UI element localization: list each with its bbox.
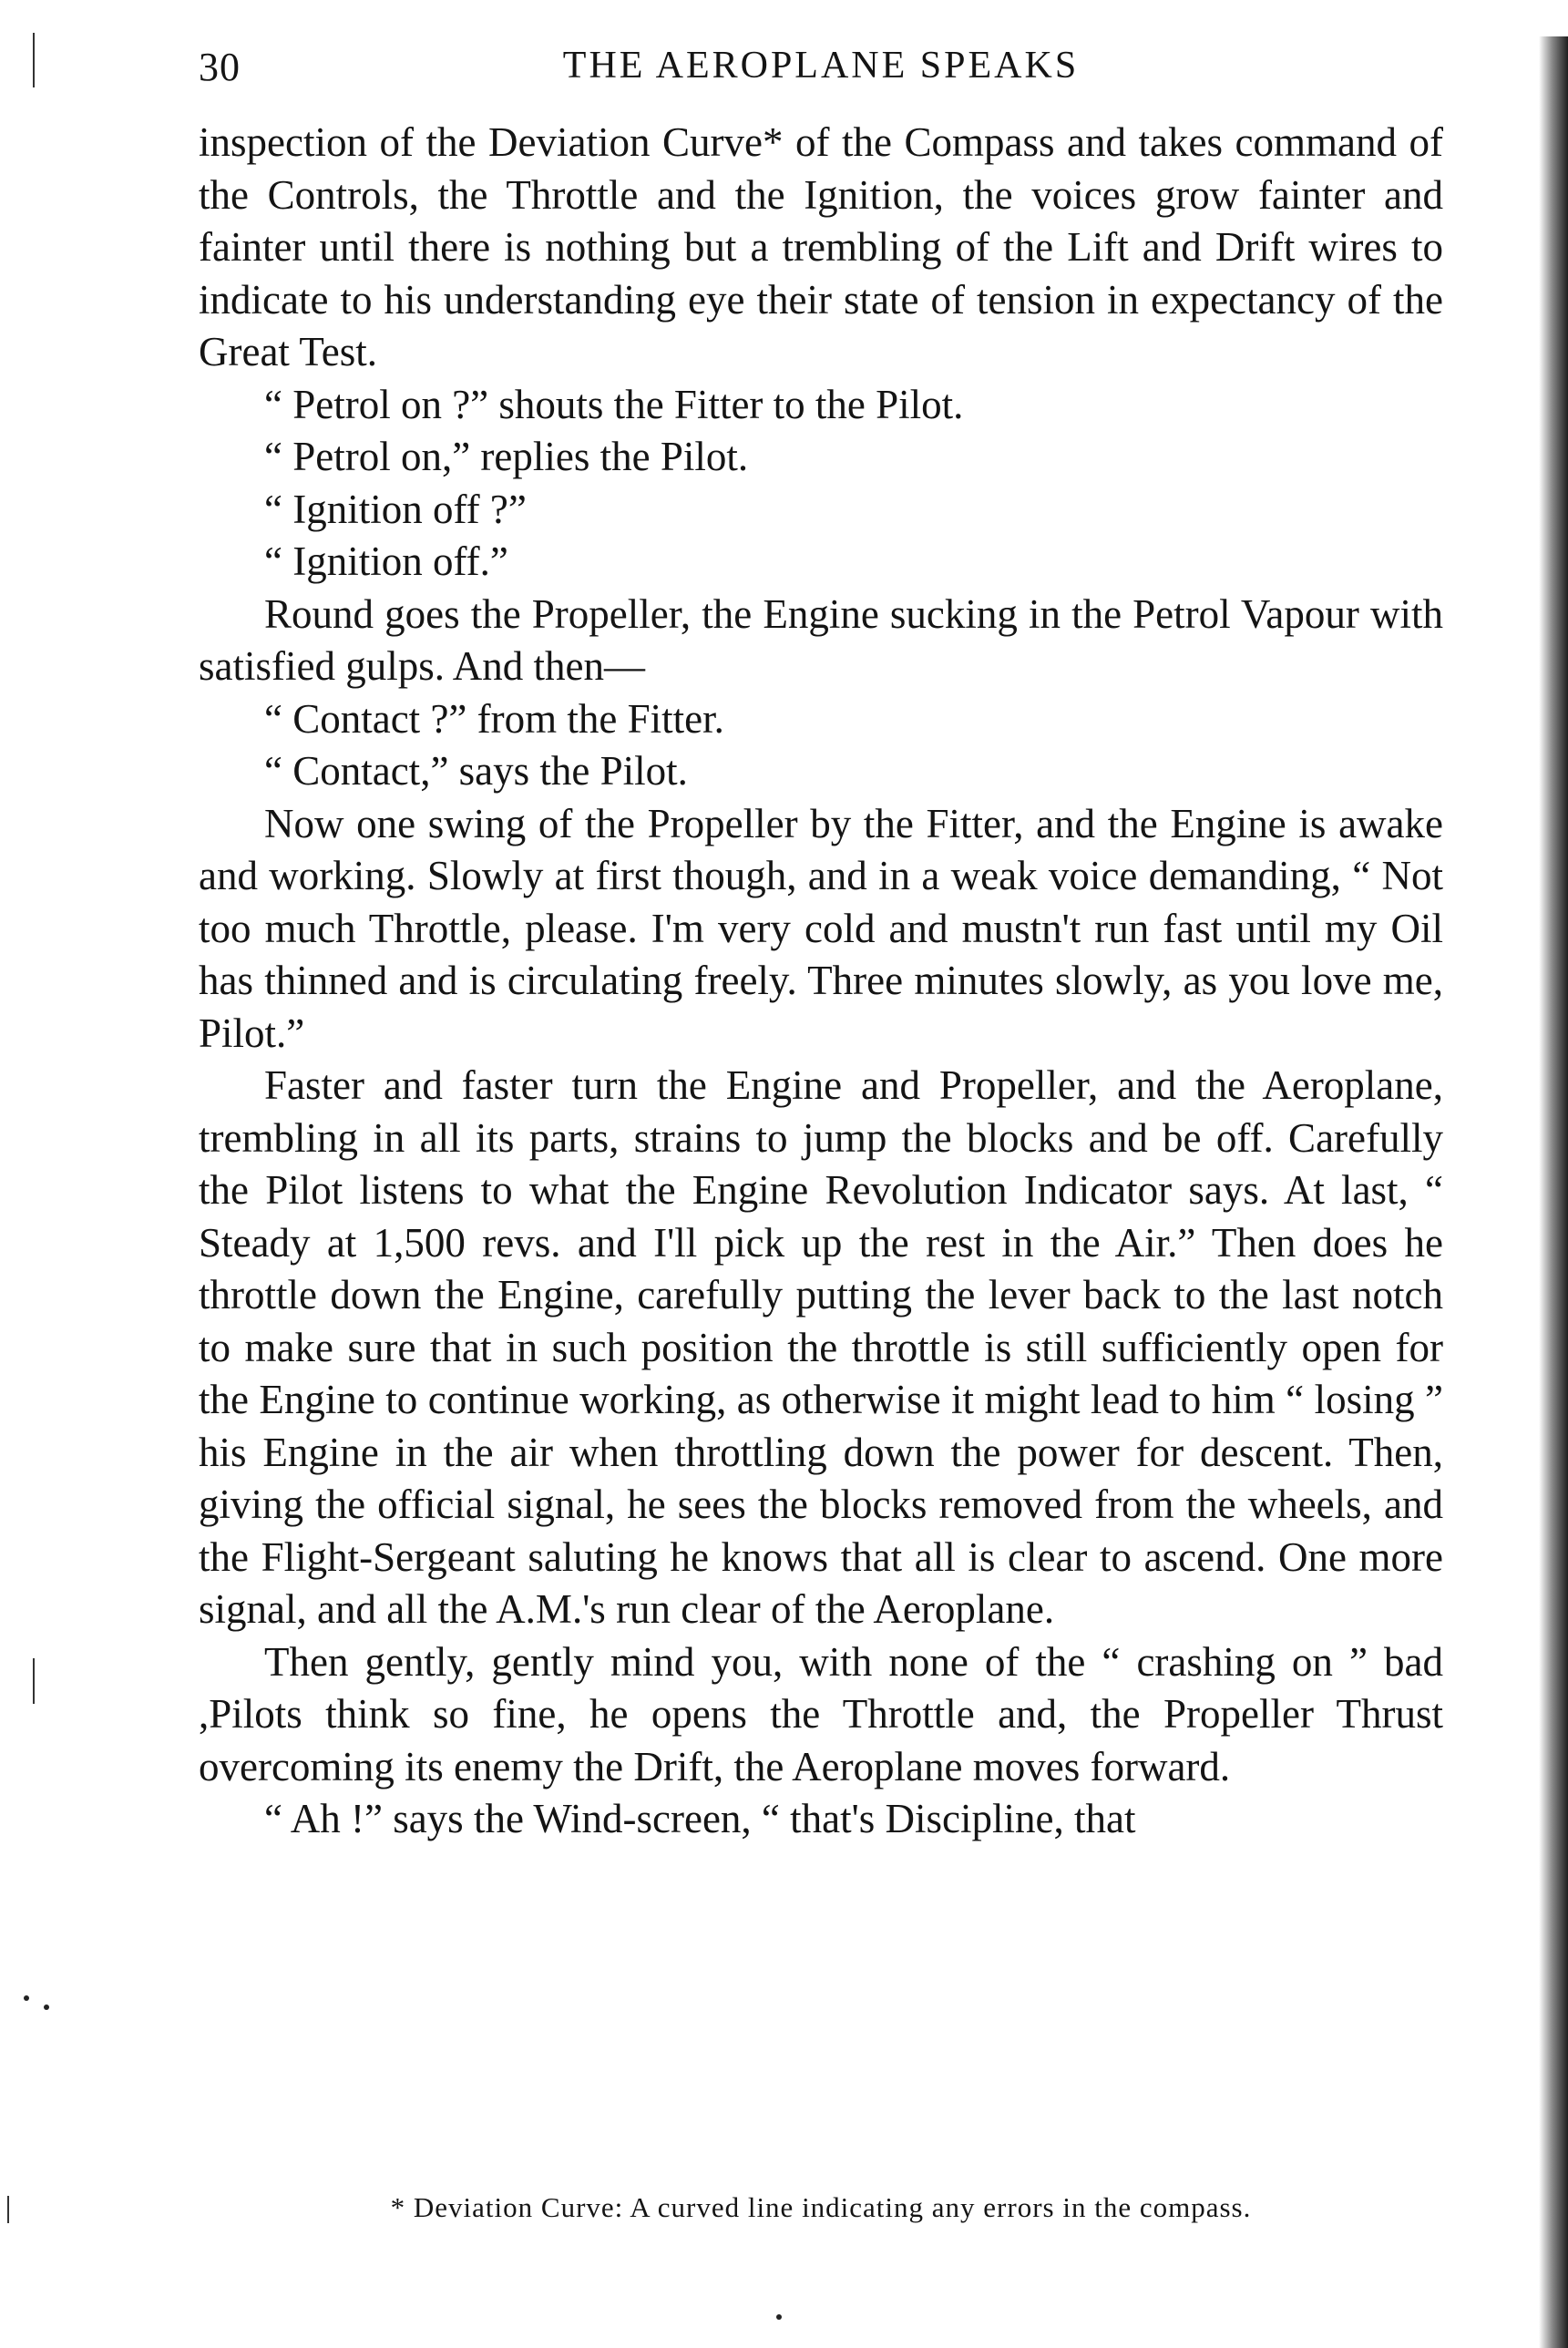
- paragraph: inspection of the Deviation Curve* of the Compass and takes command of the Controls, the Throttle and the Ignition, the voices grow fainter and fainter until there is nothing but a trembling of the Lift and Drift wires to indicate to his understanding eye their state of tension in expectancy of the Great Test.: [199, 119, 1443, 374]
- paragraph: “ Petrol on ?” shouts the Fitter to the Pilot.: [264, 381, 964, 427]
- body-text: [199, 117, 1443, 1846]
- margin-dot: [44, 2005, 49, 2010]
- paragraph: Round goes the Propeller, the Engine sucking in the Petrol Vapour with satisfied gulps. And then—: [199, 590, 1443, 689]
- paragraph: Now one swing of the Propeller by the Fitter, and the Engine is awake and working. Slowly at first though, and in a weak voice demanding, “ Not too much Throttle, please. I'm very cold and mustn't run fast until my Oil has thinned and is circulating freely. Three minutes slowly, as you love me, Pilot.”: [199, 800, 1443, 1056]
- page-edge-shadow: [1539, 36, 1568, 2348]
- margin-mark: [33, 33, 35, 87]
- paragraph: “ Contact ?” from the Fitter.: [264, 695, 724, 742]
- footnote: * Deviation Curve: A curved line indicating any errors in the compass.: [390, 2191, 1252, 2223]
- paragraph: Then gently, gently mind you, with none of the “ crashing on ” bad ,Pilots think so fine, he opens the Throttle and, the Propeller Thrust overcoming its enemy the Drift, the Aeroplane moves forward.: [199, 1638, 1443, 1789]
- paragraph: Faster and faster turn the Engine and Propeller, and the Aeroplane, trembling in all its parts, strains to jump the blocks and be off. Carefully the Pilot listens to what the Engine Revolution Indicator says. At last, “ Steady at 1,500 revs. and I'll pick up the rest in the Air.” Then does he throttle down the Engine, carefully putting the lever back to the last notch to make sure that in such position the throttle is still sufficiently open for the Engine to continue working, as otherwise it might lead to him “ losing ” his Engine in the air when throttling down the power for descent. Then, giving the official signal, he sees the blocks removed from the wheels, and the Flight-Sergeant saluting he knows that all is clear to ascend. One more signal, and all the A.M.'s run clear of the Aeroplane.: [199, 1062, 1443, 1632]
- paragraph: “ Ignition off.”: [264, 538, 508, 584]
- running-head: [199, 44, 1443, 108]
- margin-mark: [7, 2196, 9, 2223]
- paragraph: “ Petrol on,” replies the Pilot.: [264, 434, 749, 479]
- paragraph: “ Contact,” says the Pilot.: [264, 748, 688, 794]
- running-title: THE AEROPLANE SPEAKS: [562, 45, 1080, 87]
- page-number: 30: [199, 45, 241, 89]
- paragraph: “ Ah !” says the Wind-screen, “ that's Discipline, that: [264, 1796, 1136, 1841]
- margin-mark: [33, 1658, 35, 1704]
- margin-dot: [24, 1995, 29, 2001]
- margin-dot: [776, 2314, 782, 2320]
- paragraph: “ Ignition off ?”: [264, 486, 527, 532]
